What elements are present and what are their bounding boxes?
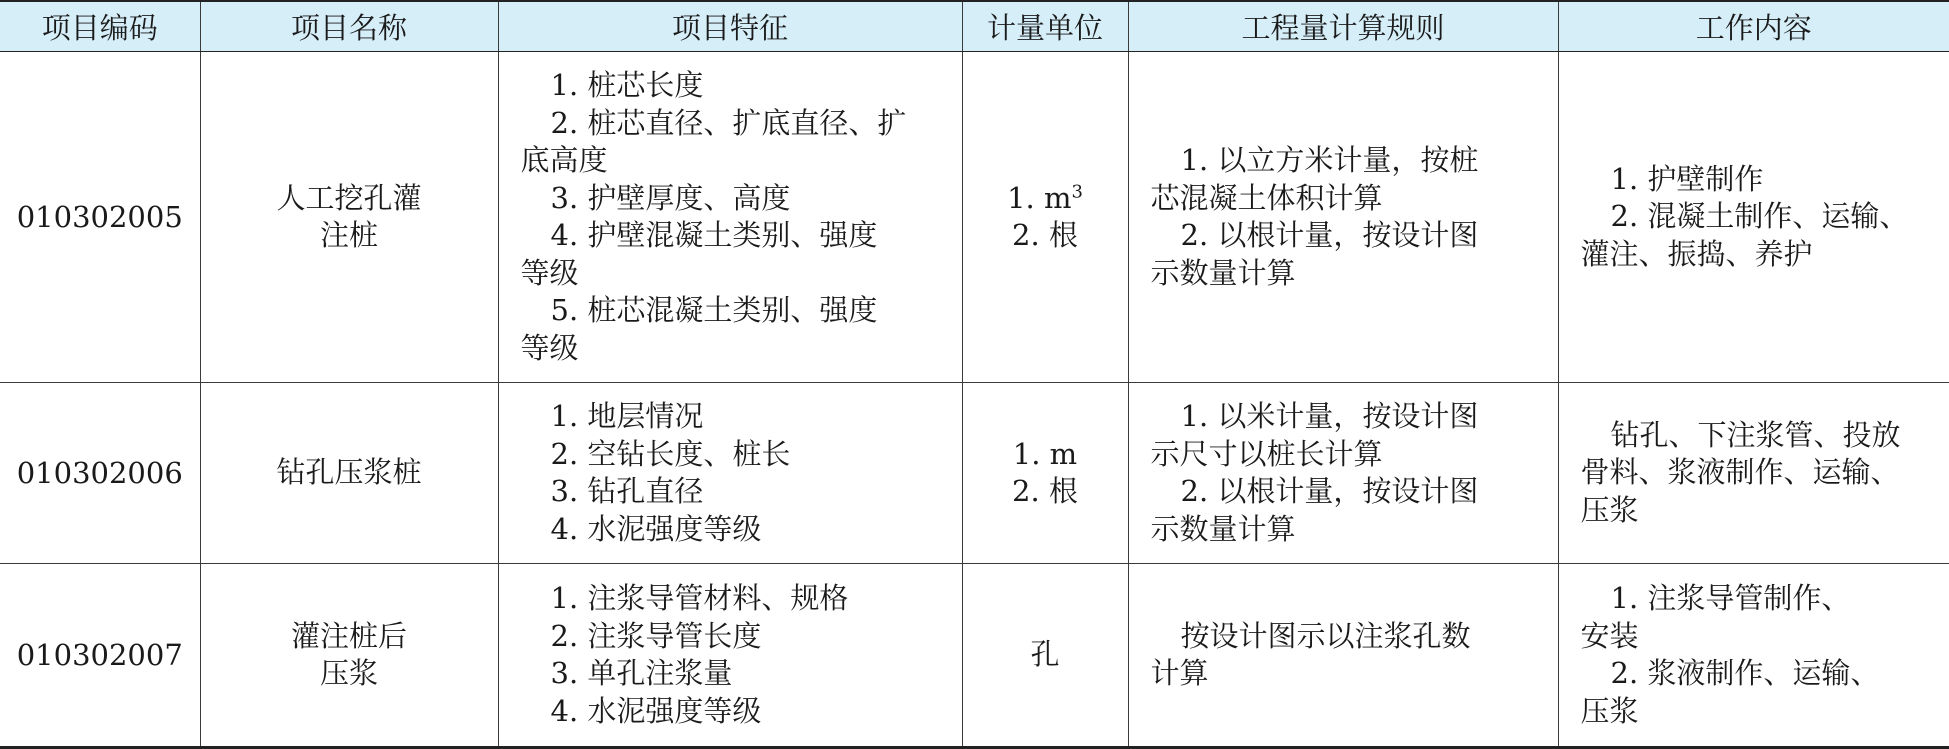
- unit-cell: [962, 564, 1128, 748]
- item-code-cell: 010302006: [0, 383, 200, 564]
- unit-exponent: 3: [1071, 180, 1083, 202]
- quantity-rule-line: 2. 以根计量，按设计图: [1180, 218, 1479, 252]
- header-item-code: 项目编码: [0, 1, 200, 52]
- work-content-line: 2. 混凝土制作、运输、: [1610, 199, 1909, 234]
- quantity-rule-line: 按设计图示以注浆孔数: [1180, 618, 1471, 653]
- work-content-cell: [1558, 52, 1949, 383]
- table-body: [0, 52, 1949, 748]
- unit-text: 2. 根: [1012, 218, 1078, 252]
- work-content-line: 压浆: [1580, 693, 1639, 728]
- item-name-line: 压浆: [319, 656, 378, 690]
- item-name-line: 人工挖孔灌: [276, 180, 422, 215]
- item-name-cell: [200, 383, 498, 564]
- work-content-line: 2. 浆液制作、运输、: [1610, 656, 1880, 690]
- unit-text: 1. m: [1012, 436, 1078, 471]
- item-feature-cell: [498, 52, 962, 383]
- table-row: [0, 52, 1949, 383]
- quantity-rule-cell: [1128, 383, 1558, 564]
- quantity-rule-line: 芯混凝土体积计算: [1150, 180, 1383, 215]
- work-content-line: 1. 注浆导管制作、: [1610, 581, 1851, 615]
- table-row: [0, 564, 1949, 748]
- item-feature-line: 3. 护壁厚度、高度: [550, 180, 791, 215]
- work-content-line: 压浆: [1580, 492, 1639, 527]
- quantity-rule-line: 计算: [1150, 656, 1209, 690]
- item-feature-line: 底高度: [520, 143, 608, 177]
- item-feature-line: 4. 水泥强度等级: [550, 693, 762, 728]
- item-name-line: 注桩: [319, 218, 378, 252]
- quantity-rule-line: 2. 以根计量，按设计图: [1180, 474, 1479, 508]
- quantity-rule-line: 示尺寸以桩长计算: [1150, 436, 1383, 471]
- unit-text: 1. m: [1007, 180, 1072, 215]
- quantity-rule-line: 1. 以米计量，按设计图: [1180, 399, 1479, 433]
- item-feature-line: 1. 桩芯长度: [550, 68, 704, 102]
- work-content-cell: [1558, 383, 1949, 564]
- unit-line: [963, 180, 1128, 218]
- header-row: [0, 1, 1949, 52]
- unit-line: [963, 636, 1128, 674]
- header-work-content: 工作内容: [1558, 1, 1949, 52]
- item-feature-line: 2. 桩芯直径、扩底直径、扩: [550, 105, 907, 140]
- unit-cell: [962, 52, 1128, 383]
- work-content-line: 灌注、振捣、养护: [1580, 236, 1813, 271]
- item-feature-cell: [498, 564, 962, 748]
- work-content-line: 骨料、浆液制作、运输、: [1580, 455, 1900, 490]
- table-row: [0, 383, 1949, 564]
- quantity-rule-line: 示数量计算: [1150, 511, 1296, 546]
- header-item-features: 项目特征: [498, 1, 962, 52]
- quantity-rule-line: 示数量计算: [1150, 255, 1296, 290]
- unit-line: [963, 436, 1128, 474]
- header-item-name: 项目名称: [200, 1, 498, 52]
- quantity-rule-cell: [1128, 52, 1558, 383]
- item-name-cell: [200, 52, 498, 383]
- item-feature-line: 等级: [520, 330, 579, 365]
- header-quantity-rules: 工程量计算规则: [1128, 1, 1558, 52]
- quantity-rule-cell: [1128, 564, 1558, 748]
- item-feature-line: 1. 注浆导管材料、规格: [550, 581, 849, 615]
- item-name-line: 灌注桩后: [290, 618, 407, 653]
- item-name-line: 钻孔压浆桩: [276, 455, 422, 490]
- work-content-line: 安装: [1580, 618, 1639, 653]
- unit-text: 孔: [1030, 637, 1060, 672]
- unit-cell: [962, 383, 1128, 564]
- item-feature-line: 5. 桩芯混凝土类别、强度: [550, 293, 878, 327]
- item-feature-line: 3. 单孔注浆量: [550, 656, 733, 690]
- item-feature-line: 4. 水泥强度等级: [550, 511, 762, 546]
- item-feature-line: 2. 注浆导管长度: [550, 618, 762, 653]
- work-content-line: 钻孔、下注浆管、投放: [1610, 417, 1901, 452]
- unit-line: [963, 473, 1128, 511]
- item-feature-line: 3. 钻孔直径: [550, 474, 704, 508]
- unit-line: [963, 217, 1128, 255]
- item-feature-line: 2. 空钻长度、桩长: [550, 436, 791, 471]
- item-feature-line: 等级: [520, 255, 579, 290]
- quantity-rule-line: 1. 以立方米计量，按桩: [1180, 143, 1479, 177]
- unit-text: 2. 根: [1012, 474, 1078, 508]
- item-code-cell: 010302007: [0, 564, 200, 748]
- item-name-cell: [200, 564, 498, 748]
- item-feature-line: 4. 护壁混凝土类别、强度: [550, 218, 878, 252]
- table-header: [0, 1, 1949, 52]
- header-unit: 计量单位: [962, 1, 1128, 52]
- item-code-cell: 010302005: [0, 52, 200, 383]
- item-feature-line: 1. 地层情况: [550, 399, 704, 433]
- work-content-cell: [1558, 564, 1949, 748]
- work-content-line: 1. 护壁制作: [1610, 161, 1764, 196]
- item-feature-cell: [498, 383, 962, 564]
